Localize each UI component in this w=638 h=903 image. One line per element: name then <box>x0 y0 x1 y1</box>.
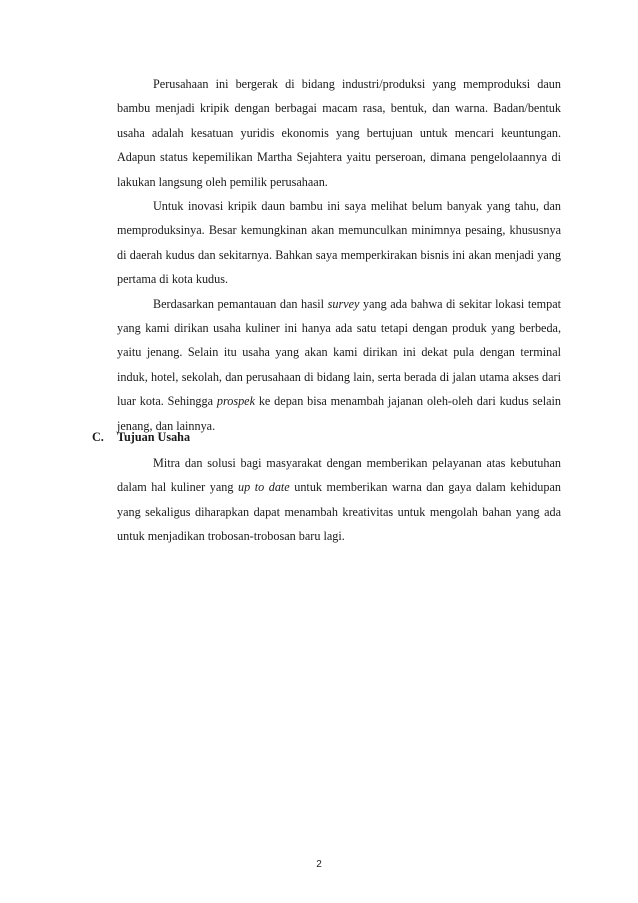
section-number: C. <box>92 430 104 444</box>
paragraph-company-description: Perusahaan ini bergerak di bidang industri/produksi yang memproduksi daun bambu menjadi kripik dengan berbagai macam rasa, bentuk, dan warna. Badan/bentuk usaha adalah kesatuan yuridis ekonomis yang bertujuan untuk mencari keuntungan. Adapun status kepemilikan Martha Sejahtera yaitu perseroan, dimana pengelolaannya di lakukan langsung oleh pemilik perusahaan. <box>117 77 561 189</box>
italic-survey: survey <box>327 296 360 311</box>
paragraph-survey-location: Berdasarkan pemantauan dan hasil survey yang ada bahwa di sekitar lokasi tempat yang kami dirikan usaha kuliner ini hanya ada satu tetapi dengan produk yang berbeda, yaitu jenang. Selain itu usaha yang akan kami dirikan ini dekat pula dengan terminal induk, hotel, sekolah, dan perusahaan di bidang lain, serta berada di jalan utama akses dari luar kota. Sehingga prospek ke depan bisa menambah jajanan oleh-oleh dari kudus selain jenang, dan lainnya. <box>117 296 562 433</box>
italic-prospek: prospek <box>216 394 255 409</box>
section-heading-tujuan-usaha <box>92 430 190 445</box>
paragraph-tujuan-usaha: Mitra dan solusi bagi masyarakat dengan memberikan pelayanan atas kebutuhan dalam hal kuliner yang up to date untuk memberikan warna dan gaya dalam kehidupan yang sekaligus diharapkan dapat menambah kreativitas untuk mengolah bahan yang ada untuk menjadikan trobosan-trobosan baru lagi. <box>117 456 562 544</box>
paragraph-innovation: Untuk inovasi kripik daun bambu ini saya melihat belum banyak yang tahu, dan memproduksinya. Besar kemungkinan akan memunculkan minimnya pesaing, khususnya di daerah kudus dan sekitarnya. Bahkan saya memperkirakan bisnis ini akan menjadi yang pertama di kota kudus. <box>117 199 561 287</box>
italic-up-to-date: up to date <box>238 480 290 495</box>
body-text-tujuan <box>117 451 561 549</box>
page-number: 2 <box>316 859 322 870</box>
body-text-top <box>117 72 561 438</box>
section-title: Tujuan Usaha <box>117 430 191 444</box>
